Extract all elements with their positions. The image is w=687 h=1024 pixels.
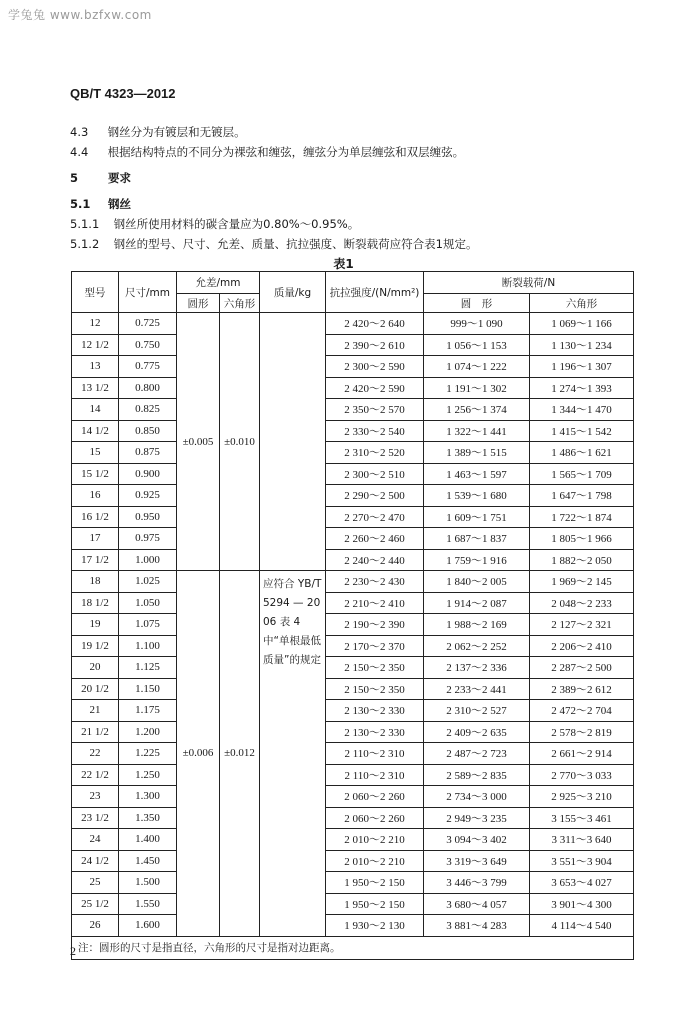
tensile-strength-cell: 2 390～2 610 [326,334,424,356]
size-cell: 0.825 [119,399,177,421]
tensile-strength-cell: 2 110～2 310 [326,743,424,765]
clause-text: 根据结构特点的不同分为裸弦和缠弦，缠弦分为单层缠弦和双层缠弦。 [107,145,465,159]
breaking-load-round-cell: 3 446～3 799 [424,872,530,894]
breaking-load-hex-cell: 2 472～2 704 [530,700,634,722]
breaking-load-round-cell: 2 137～2 336 [424,657,530,679]
breaking-load-round-cell: 1 914～2 087 [424,592,530,614]
breaking-load-round-cell: 1 840～2 005 [424,571,530,593]
header-tensile: 抗拉强度/(N/mm²) [326,272,424,313]
table-row [72,915,634,937]
breaking-load-hex-cell: 3 311～3 640 [530,829,634,851]
breaking-load-round-cell: 2 310～2 527 [424,700,530,722]
breaking-load-round-cell: 2 487～2 723 [424,743,530,765]
breaking-load-hex-cell: 3 155～3 461 [530,807,634,829]
model-cell: 12 1/2 [72,334,119,356]
breaking-load-hex-cell: 1 344～1 470 [530,399,634,421]
clause-4-4 [70,144,464,160]
model-cell: 17 1/2 [72,549,119,571]
section-5-1-heading [70,196,131,212]
size-cell: 0.725 [119,313,177,335]
tolerance-round-cell: ±0.006 [177,571,220,937]
table-row [72,377,634,399]
breaking-load-round-cell: 1 988～2 169 [424,614,530,636]
table-row [72,764,634,786]
tensile-strength-cell: 2 420～2 640 [326,313,424,335]
table-body [72,313,634,937]
table-row [72,356,634,378]
section-number: 5.1 [70,197,91,211]
tensile-strength-cell: 2 060～2 260 [326,786,424,808]
breaking-load-hex-cell: 1 274～1 393 [530,377,634,399]
breaking-load-hex-cell: 3 551～3 904 [530,850,634,872]
table-row [72,549,634,571]
page-number: 2 [70,944,76,958]
clause-number: 5.1.1 [70,217,100,231]
size-cell: 0.900 [119,463,177,485]
breaking-load-hex-cell: 1 130～1 234 [530,334,634,356]
table-row [72,807,634,829]
size-cell: 0.775 [119,356,177,378]
breaking-load-hex-cell: 4 114～4 540 [530,915,634,937]
model-cell: 19 1/2 [72,635,119,657]
tensile-strength-cell: 2 210～2 410 [326,592,424,614]
breaking-load-hex-cell: 1 069～1 166 [530,313,634,335]
tensile-strength-cell: 2 230～2 430 [326,571,424,593]
table-row [72,893,634,915]
model-cell: 18 [72,571,119,593]
watermark: 学兔兔 www.bzfxw.com [8,8,152,22]
size-cell: 0.875 [119,442,177,464]
standard-id: QB/T 4323—2012 [70,86,176,101]
model-cell: 20 1/2 [72,678,119,700]
model-cell: 23 1/2 [72,807,119,829]
breaking-load-hex-cell: 1 722～1 874 [530,506,634,528]
breaking-load-hex-cell: 1 647～1 798 [530,485,634,507]
table-row [72,721,634,743]
breaking-load-hex-cell: 1 969～2 145 [530,571,634,593]
tensile-strength-cell: 1 950～2 150 [326,893,424,915]
size-cell: 0.975 [119,528,177,550]
breaking-load-hex-cell: 1 486～1 621 [530,442,634,464]
tensile-strength-cell: 1 950～2 150 [326,872,424,894]
breaking-load-hex-cell: 2 661～2 914 [530,743,634,765]
breaking-load-hex-cell: 1 565～1 709 [530,463,634,485]
breaking-load-round-cell: 3 319～3 649 [424,850,530,872]
model-cell: 19 [72,614,119,636]
table-row [72,485,634,507]
mass-cell-empty [260,313,326,571]
header-model: 型号 [72,272,119,313]
clause-4-3 [70,124,246,140]
size-cell: 0.925 [119,485,177,507]
tensile-strength-cell: 2 300～2 590 [326,356,424,378]
breaking-load-hex-cell: 1 882～2 050 [530,549,634,571]
breaking-load-round-cell: 2 409～2 635 [424,721,530,743]
section-number: 5 [70,171,79,185]
breaking-load-round-cell: 2 062～2 252 [424,635,530,657]
size-cell: 0.850 [119,420,177,442]
header-break-round: 圆 形 [424,294,530,313]
tensile-strength-cell: 2 420～2 590 [326,377,424,399]
table-row [72,399,634,421]
breaking-load-round-cell: 1 322～1 441 [424,420,530,442]
breaking-load-round-cell: 2 233～2 441 [424,678,530,700]
size-cell: 1.050 [119,592,177,614]
breaking-load-round-cell: 1 056～1 153 [424,334,530,356]
clause-number: 5.1.2 [70,237,100,251]
tensile-strength-cell: 2 060～2 260 [326,807,424,829]
table-row [72,592,634,614]
table-row [72,678,634,700]
tensile-strength-cell: 2 150～2 350 [326,657,424,679]
table-row [72,614,634,636]
breaking-load-hex-cell: 3 653～4 027 [530,872,634,894]
breaking-load-hex-cell: 2 578～2 819 [530,721,634,743]
header-size: 尺寸/mm [119,272,177,313]
breaking-load-round-cell: 1 463～1 597 [424,463,530,485]
table-row [72,420,634,442]
clause-5-1-1 [70,216,359,232]
table-row [72,334,634,356]
clause-text: 钢丝分为有镀层和无镀层。 [107,125,246,139]
table-row [72,743,634,765]
size-cell: 1.100 [119,635,177,657]
table-row [72,528,634,550]
breaking-load-round-cell: 3 881～4 283 [424,915,530,937]
steel-wire-spec-table [71,271,634,960]
size-cell: 0.950 [119,506,177,528]
table-row [72,463,634,485]
size-cell: 0.800 [119,377,177,399]
model-cell: 15 [72,442,119,464]
section-title: 要求 [108,171,132,185]
size-cell: 1.500 [119,872,177,894]
size-cell: 1.150 [119,678,177,700]
breaking-load-round-cell: 1 389～1 515 [424,442,530,464]
model-cell: 16 1/2 [72,506,119,528]
size-cell: 1.400 [119,829,177,851]
size-cell: 1.025 [119,571,177,593]
tensile-strength-cell: 2 240～2 440 [326,549,424,571]
header-break-hex: 六角形 [530,294,634,313]
breaking-load-round-cell: 1 256～1 374 [424,399,530,421]
breaking-load-hex-cell: 1 415～1 542 [530,420,634,442]
size-cell: 1.225 [119,743,177,765]
tolerance-round-cell: ±0.005 [177,313,220,571]
table-row [72,700,634,722]
breaking-load-round-cell: 3 094～3 402 [424,829,530,851]
tensile-strength-cell: 2 130～2 330 [326,721,424,743]
breaking-load-round-cell: 1 539～1 680 [424,485,530,507]
clause-text: 钢丝的型号、尺寸、允差、质量、抗拉强度、断裂载荷应符合表1规定。 [113,237,478,251]
breaking-load-hex-cell: 2 206～2 410 [530,635,634,657]
breaking-load-hex-cell: 1 196～1 307 [530,356,634,378]
model-cell: 20 [72,657,119,679]
model-cell: 26 [72,915,119,937]
table-note: 注：圆形的尺寸是指直径，六角形的尺寸是指对边距离。 [72,936,634,959]
breaking-load-round-cell: 999～1 090 [424,313,530,335]
breaking-load-round-cell: 2 949～3 235 [424,807,530,829]
model-cell: 24 [72,829,119,851]
breaking-load-round-cell: 1 074～1 222 [424,356,530,378]
tensile-strength-cell: 2 150～2 350 [326,678,424,700]
tensile-strength-cell: 2 110～2 310 [326,764,424,786]
breaking-load-hex-cell: 2 287～2 500 [530,657,634,679]
model-cell: 14 [72,399,119,421]
model-cell: 14 1/2 [72,420,119,442]
tensile-strength-cell: 2 010～2 210 [326,850,424,872]
breaking-load-round-cell: 3 680～4 057 [424,893,530,915]
tensile-strength-cell: 2 290～2 500 [326,485,424,507]
tensile-strength-cell: 2 130～2 330 [326,700,424,722]
header-mass: 质量/kg [260,272,326,313]
clause-number: 4.3 [70,125,89,139]
model-cell: 21 [72,700,119,722]
tensile-strength-cell: 2 300～2 510 [326,463,424,485]
table-row [72,872,634,894]
mass-requirement-cell: 应符合 YB/T 5294 — 2006 表 4 中“单根最低质量”的规定 [260,571,326,937]
model-cell: 24 1/2 [72,850,119,872]
model-cell: 21 1/2 [72,721,119,743]
clause-text: 钢丝所使用材料的碳含量应为0.80%～0.95%。 [113,217,360,231]
table-row [72,657,634,679]
table-row [72,313,634,335]
size-cell: 1.300 [119,786,177,808]
tensile-strength-cell: 2 170～2 370 [326,635,424,657]
model-cell: 25 [72,872,119,894]
model-cell: 17 [72,528,119,550]
model-cell: 23 [72,786,119,808]
tolerance-hex-cell: ±0.010 [220,313,260,571]
tensile-strength-cell: 2 260～2 460 [326,528,424,550]
table-row [72,442,634,464]
table-row [72,786,634,808]
size-cell: 1.125 [119,657,177,679]
table-row [72,850,634,872]
table-row [72,829,634,851]
model-cell: 13 1/2 [72,377,119,399]
size-cell: 1.200 [119,721,177,743]
size-cell: 1.450 [119,850,177,872]
tensile-strength-cell: 2 310～2 520 [326,442,424,464]
breaking-load-round-cell: 1 687～1 837 [424,528,530,550]
model-cell: 25 1/2 [72,893,119,915]
model-cell: 22 [72,743,119,765]
breaking-load-round-cell: 1 609～1 751 [424,506,530,528]
breaking-load-hex-cell: 3 901～4 300 [530,893,634,915]
clause-5-1-2 [70,236,477,252]
breaking-load-hex-cell: 2 389～2 612 [530,678,634,700]
header-tolerance-round: 圆形 [177,294,220,313]
section-5-heading [70,170,131,186]
model-cell: 13 [72,356,119,378]
breaking-load-hex-cell: 2 770～3 033 [530,764,634,786]
tensile-strength-cell: 2 270～2 470 [326,506,424,528]
model-cell: 12 [72,313,119,335]
tensile-strength-cell: 2 010～2 210 [326,829,424,851]
size-cell: 1.175 [119,700,177,722]
model-cell: 22 1/2 [72,764,119,786]
clause-number: 4.4 [70,145,89,159]
header-tolerance: 允差/mm [177,272,260,294]
size-cell: 1.250 [119,764,177,786]
table-row [72,635,634,657]
size-cell: 0.750 [119,334,177,356]
tensile-strength-cell: 2 190～2 390 [326,614,424,636]
table-row [72,571,634,593]
model-cell: 16 [72,485,119,507]
model-cell: 18 1/2 [72,592,119,614]
size-cell: 1.550 [119,893,177,915]
breaking-load-hex-cell: 2 048～2 233 [530,592,634,614]
tensile-strength-cell: 2 350～2 570 [326,399,424,421]
size-cell: 1.000 [119,549,177,571]
tensile-strength-cell: 2 330～2 540 [326,420,424,442]
header-breaking-load: 断裂载荷/N [424,272,634,294]
model-cell: 15 1/2 [72,463,119,485]
section-title: 钢丝 [108,197,132,211]
tensile-strength-cell: 1 930～2 130 [326,915,424,937]
table-caption: 表1 [333,257,354,271]
tolerance-hex-cell: ±0.012 [220,571,260,937]
breaking-load-round-cell: 1 759～1 916 [424,549,530,571]
breaking-load-round-cell: 2 734～3 000 [424,786,530,808]
size-cell: 1.075 [119,614,177,636]
breaking-load-round-cell: 1 191～1 302 [424,377,530,399]
size-cell: 1.600 [119,915,177,937]
header-tolerance-hex: 六角形 [220,294,260,313]
breaking-load-hex-cell: 2 925～3 210 [530,786,634,808]
table-row [72,506,634,528]
breaking-load-hex-cell: 1 805～1 966 [530,528,634,550]
breaking-load-hex-cell: 2 127～2 321 [530,614,634,636]
breaking-load-round-cell: 2 589～2 835 [424,764,530,786]
size-cell: 1.350 [119,807,177,829]
